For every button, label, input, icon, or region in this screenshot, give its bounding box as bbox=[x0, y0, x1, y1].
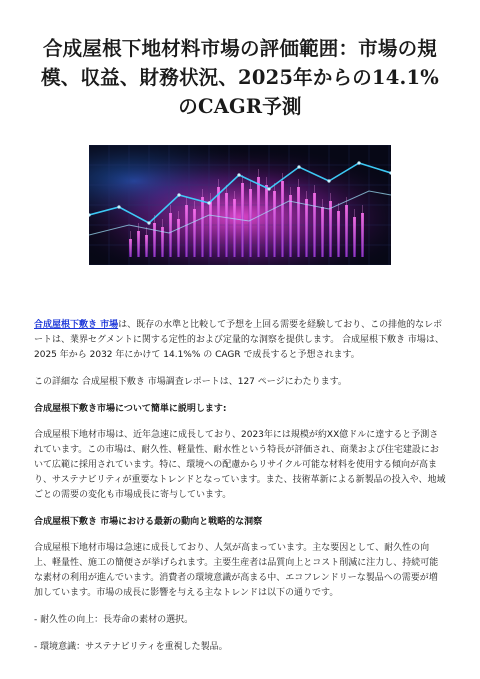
article-body bbox=[34, 318, 446, 655]
bullet-item: - 耐久性の向上：長寿命の素材の選択。 bbox=[34, 615, 194, 625]
trend-point bbox=[117, 205, 120, 208]
trend-point bbox=[357, 161, 360, 164]
trend-point bbox=[177, 193, 180, 196]
trend-point bbox=[267, 187, 270, 190]
hero-image bbox=[89, 145, 391, 265]
market-link[interactable]: 合成屋根下敷き 市場 bbox=[34, 320, 119, 330]
trend-point bbox=[297, 165, 300, 168]
trend-point bbox=[147, 221, 150, 224]
bullet-item: - 環境意識：サステナビリティを重視した製品。 bbox=[34, 642, 228, 652]
section1-heading: 合成屋根下敷き市場について簡単に説明します: bbox=[34, 404, 227, 414]
intro-paragraph bbox=[34, 318, 446, 363]
pages-note: この詳細な 合成屋根下敷き 市場調査レポートは、127 ページにわたります。 bbox=[34, 377, 347, 387]
financial-chart-illustration bbox=[89, 145, 391, 265]
trend-point bbox=[237, 173, 240, 176]
section2-heading: 合成屋根下敷き 市場における最新の動向と戦略的な洞察 bbox=[34, 517, 263, 527]
section1-body: 合成屋根下地材市場は、近年急速に成長しており、2023年には規模が約XX億ドルに達すると予測されています。この市場は、耐久性、軽量性、耐水性という特長が評価され、商業および住宅建設において広範に採用されています。特に、環境への配慮からリサイクル可能な材料を使用する傾向が高まり、サステナビリティが重要なトレンドとなっています。また、技術革新による新製品の投入や、地域ごとの需要の変化も市場成長に寄与しています。 bbox=[34, 430, 446, 500]
page-title: 合成屋根下地材料市場の評価範囲：市場の規模、収益、財務状況、2025年からの14.1%のCAGR予測 bbox=[41, 37, 439, 118]
intro-text: は、既存の水準と比較して予想を上回る需要を経験しており、この排他的なレポートは、業界セグメントに関する定性的および定量的な洞察を提供します。 合成屋根下敷き 市場は、2025 年から 2032 年にかけて 14.1%% の CAGR で成長すると予想されます。 bbox=[34, 320, 444, 360]
trend-point bbox=[207, 201, 210, 204]
section2-body: 合成屋根下地材市場は急速に成長しており、人気が高まっています。主な要因として、耐久性の向上、軽量性、施工の簡便さが挙げられます。主要生産者は品質向上とコスト削減に注力し、持続可能な素材の利用が進んでいます。消費者の環境意識が高まる中、エコフレンドリーな製品への需要が増加しています。市場の成長に影響を与える主なトレンドは以下の通りです。 bbox=[34, 543, 439, 598]
trend-point bbox=[327, 179, 330, 182]
